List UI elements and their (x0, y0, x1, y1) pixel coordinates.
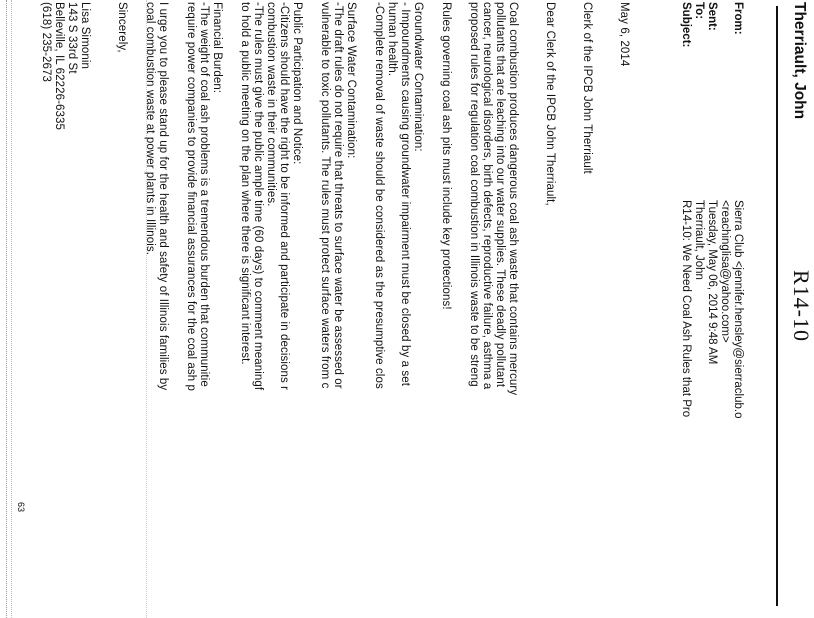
intro-line: cancer, neurological disorders, birth defects, reproductive failure, asthma a (481, 2, 493, 390)
sent-value: Tuesday, May 06, 2014 9:48 AM (706, 200, 718, 365)
groundwater-line: - Impoundments causing groundwater impairment must be closed by a set (399, 2, 411, 387)
public-participation-line: combustion waste in their communities. (265, 2, 277, 207)
from-label: From: (732, 2, 744, 35)
groundwater-line: human health. (386, 2, 398, 77)
public-participation-line: to hold a public meeting on the plan where there is significant interest. (239, 2, 251, 365)
public-participation-line: -Citizens should have the right to be informed and participate in decisions r (278, 2, 290, 391)
public-participation-line: -The rules must give the public ample time (60 days) to comment meaningf (252, 2, 264, 391)
signature-phone: (618) 235-2673 (40, 2, 52, 83)
closing: Sincerely, (116, 2, 128, 53)
financial-line: require power companies to provide financial assurances for the coal ash p (185, 2, 197, 392)
letter-date: May 6, 2014 (618, 2, 630, 67)
to-label: To: (693, 2, 705, 20)
letter-salutation: Dear Clerk of the IPCB John Therriault, (544, 2, 556, 206)
sent-label: Sent: (706, 2, 718, 31)
page-number: 63 (16, 502, 26, 513)
letter-recipient: Clerk of the IPCB John Therriault (581, 2, 593, 174)
subject-label: Subject: (680, 2, 692, 48)
subject-value: R14-10: We Need Coal Ash Rules that Pro (680, 200, 692, 418)
header-rule (776, 6, 778, 606)
from-value: Sierra Club <jennifer.hensley@sierraclub.o (732, 200, 744, 419)
urge-line: coal combustion waste at power plants in Illinois. (144, 2, 156, 256)
to-value: Therriault, John (693, 200, 705, 280)
intro-line: pollutants that are leaching into our water supplies. These deadly pollutant (494, 2, 506, 388)
docket-number: R14-10 (789, 270, 814, 342)
signature-street: 143 S 33rd St (66, 2, 78, 74)
public-participation-heading: Public Participation and Notice: (291, 2, 303, 165)
surface-water-line: vulnerable to toxic pollutants. The rules must protect surface waters from c (319, 2, 331, 389)
groundwater-heading: Groundwater Contamination: (412, 2, 424, 152)
from-value-line2: <reachinglisa@yahoo.com> (719, 200, 731, 343)
intro-line: Coal combustion produces dangerous coal ash waste that contains mercury (507, 2, 519, 396)
urge-line: I urge you to please stand up for the health and safety of Illinois families by (157, 2, 169, 391)
financial-heading: Financial Burden: (211, 2, 223, 94)
sender-name: Therriault, John (791, 2, 808, 120)
financial-line: -The weight of coal ash problems is a tremendous burden that communitie (198, 2, 210, 387)
intro-line: proposed rules for regulation coal combustion in Illinois waste to be streng (468, 2, 480, 387)
signature-city: Belleville, IL 62226-6335 (53, 2, 65, 131)
surface-water-line: -The draft rules do not require that threats to surface water be assessed or (332, 2, 344, 389)
signature-name: Lisa Simonin (79, 2, 91, 70)
key-protections-line: Rules governing coal ash pits must include key protections! (440, 2, 452, 310)
surface-water-heading: Surface Water Contamination: (345, 2, 357, 159)
groundwater-line: -Complete removal of waste should be considered as the presumptive clos (373, 2, 385, 389)
